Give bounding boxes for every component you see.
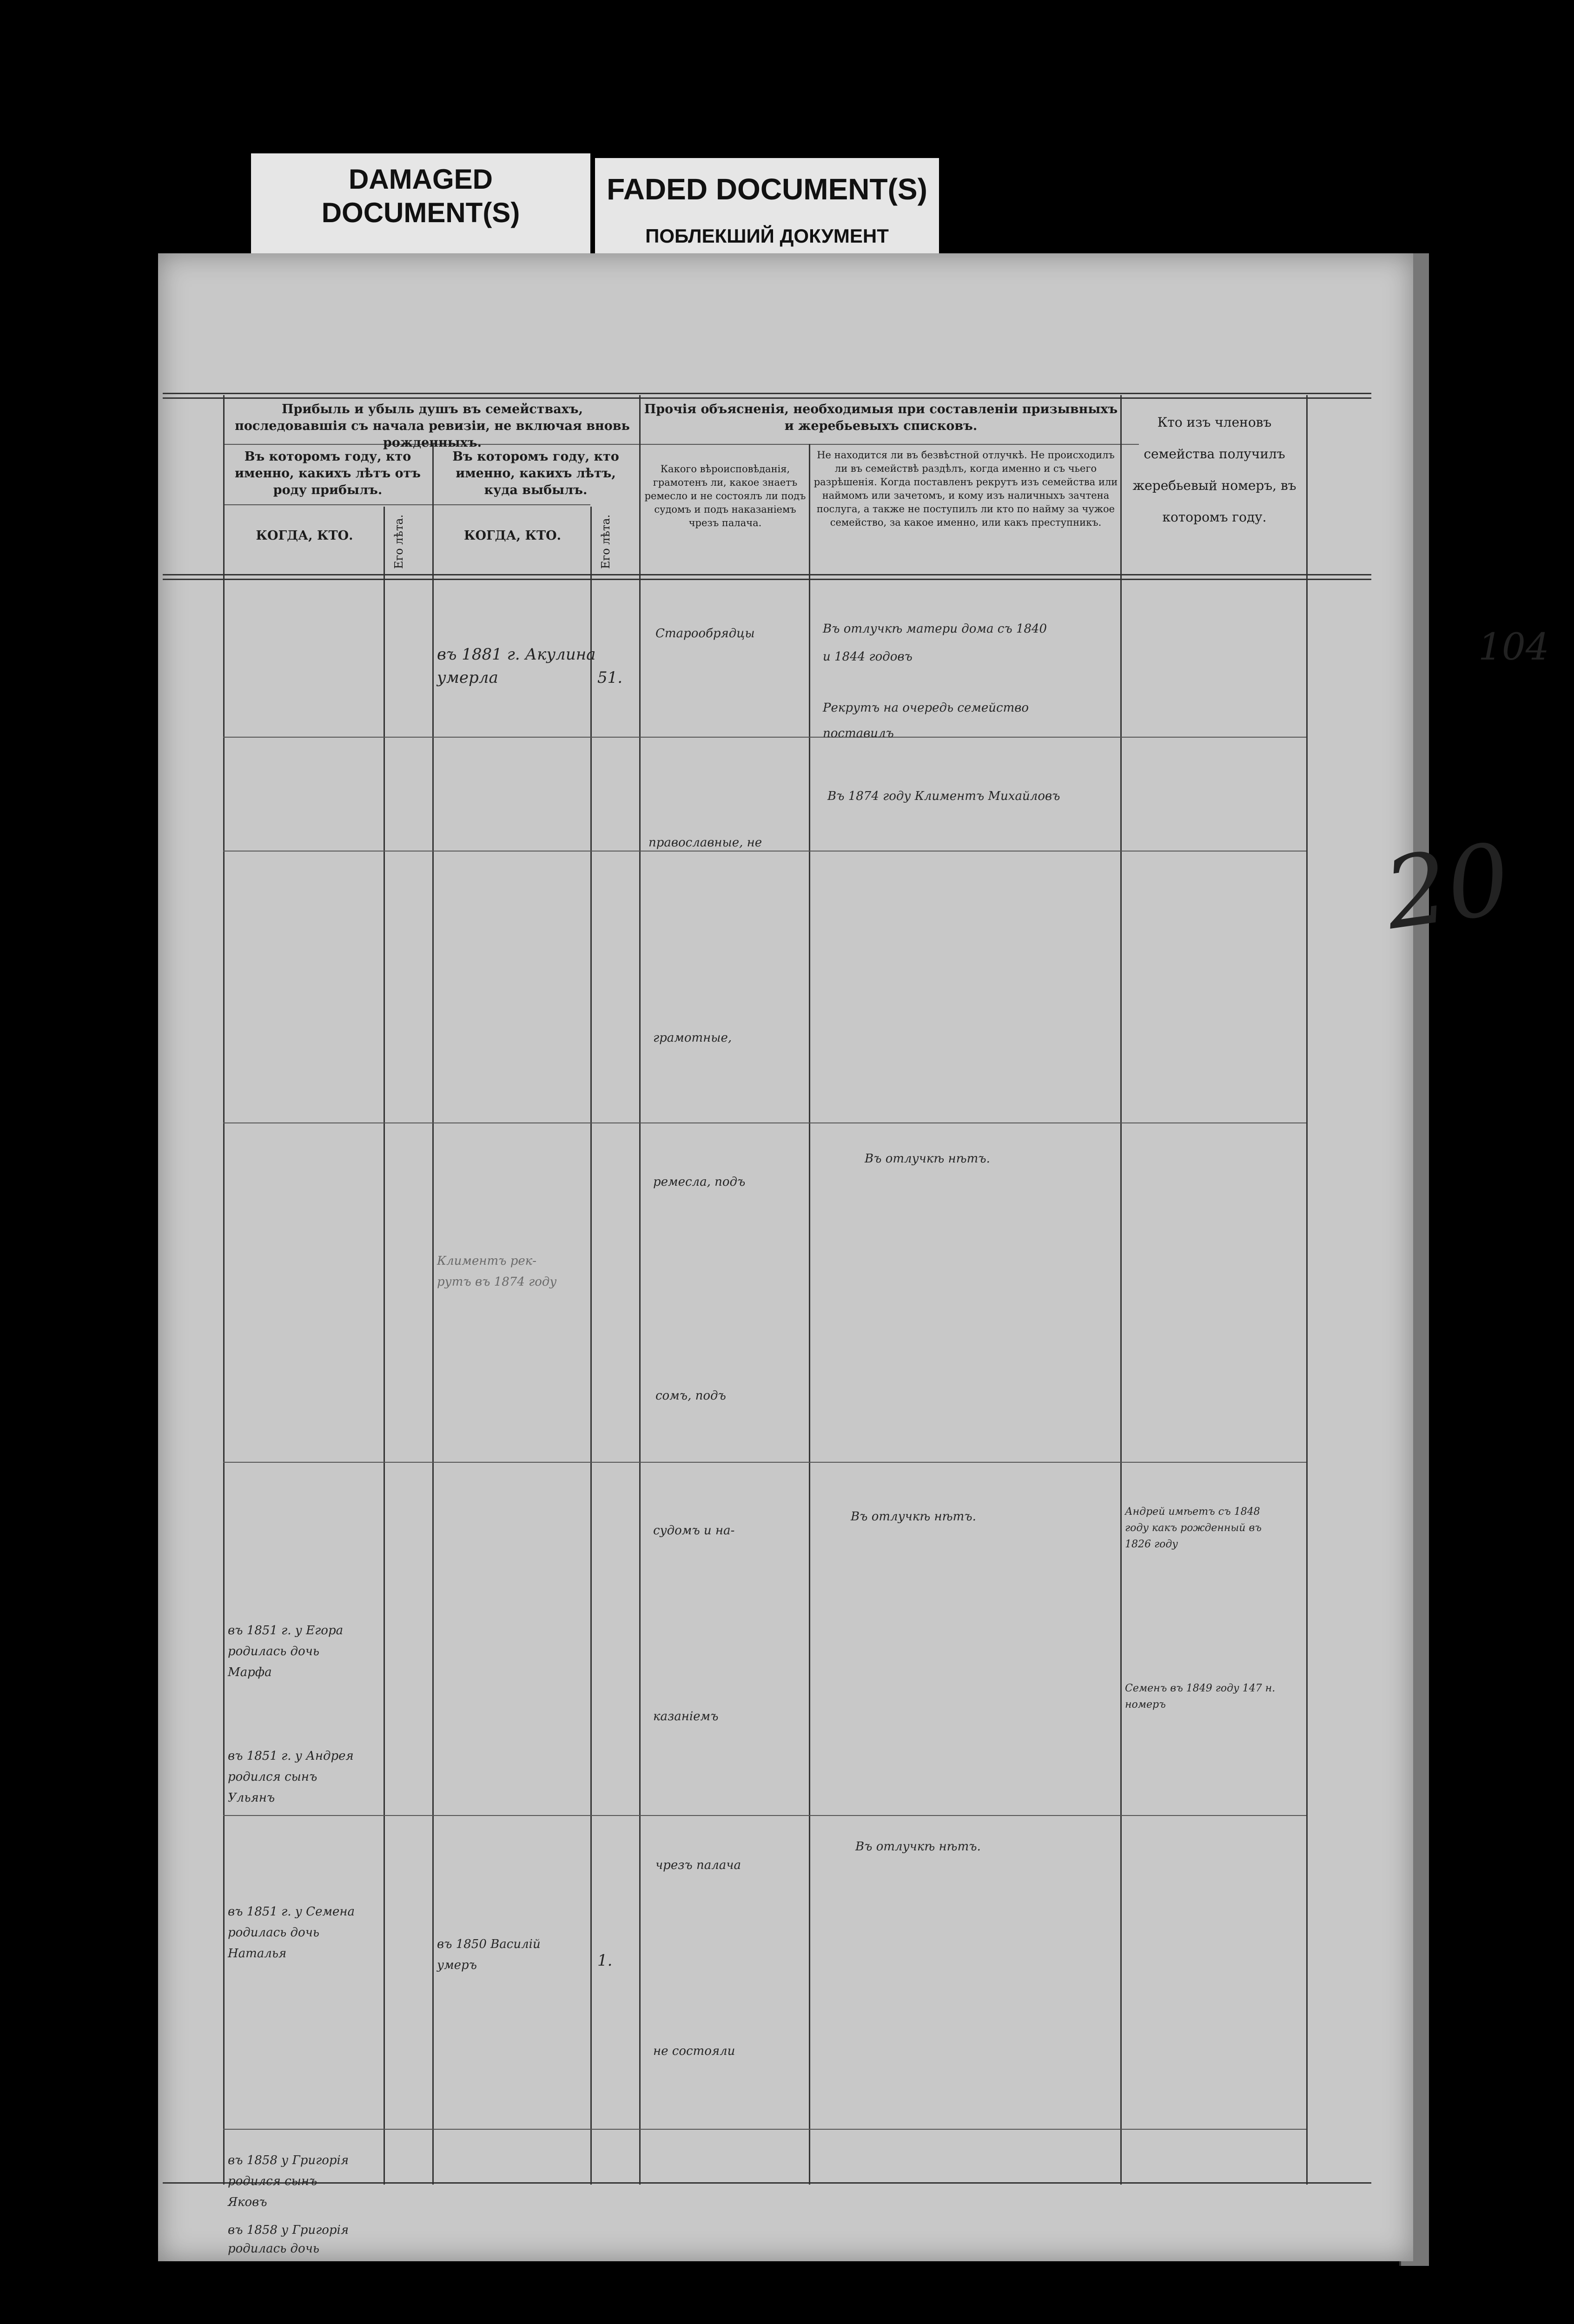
entry-arr-2b: родился сынъ [228, 1770, 317, 1784]
col-rule-4 [590, 507, 592, 2185]
entry-rel-2: православные, не [648, 836, 762, 850]
entry-arr-5b: родилась дочь [228, 2242, 320, 2256]
entry-rel-8: чрезъ палача [655, 1858, 741, 1872]
entry-left-3b: умеръ [437, 1958, 477, 1972]
table-bottom-rule [163, 2182, 1371, 2184]
entry-lot-1c: 1826 году [1125, 1538, 1178, 1550]
entry-lot-2b: номеръ [1125, 1699, 1166, 1710]
entry-arr-3: въ 1851 г. у Семена [228, 1905, 355, 1919]
entry-arr-4b: родился сынъ [228, 2174, 317, 2188]
entry-arr-1: въ 1851 г. у Егора [228, 1624, 344, 1637]
entry-rel-3: грамотные, [653, 1031, 732, 1045]
entry-abs-1b: и 1844 годовъ [823, 650, 913, 664]
entry-arr-3c: Наталья [228, 1947, 287, 1961]
entry-abs-2: Рекрутъ на очередь семейство [823, 701, 1029, 715]
faded-document-label [595, 158, 939, 256]
entry-left-2b: рутъ въ 1874 году [437, 1275, 557, 1289]
table-top-rule [163, 393, 1371, 394]
entry-rel-9: не состояли [653, 2044, 735, 2058]
col-rule-8 [1306, 395, 1308, 2185]
header-bottom-rule-2 [163, 579, 1371, 580]
entry-lot-1: Андрей имѣетъ съ 1848 [1125, 1506, 1260, 1518]
entry-rel-5: сомъ, подъ [655, 1389, 726, 1403]
col-rule-3 [432, 444, 434, 2185]
entry-lot-1b: году какъ рожденный въ [1125, 1522, 1262, 1534]
entry-arr-1c: Марфа [228, 1665, 272, 1679]
header-age-2: Его лѣта. [599, 514, 612, 569]
header-when-who-2: КОГДА, КТО. [463, 528, 562, 543]
damaged-label-text: DAMAGED DOCUMENT(S) [321, 164, 520, 228]
table-top-rule-2 [163, 397, 1371, 399]
damaged-document-label [251, 153, 590, 260]
entry-left-2: Климентъ рек- [437, 1254, 537, 1268]
entry-arr-2c: Ульянъ [228, 1791, 275, 1805]
entry-left-1: въ 1881 г. Акулина [437, 645, 596, 664]
entry-abs-1: Въ отлучкѣ матери дома съ 1840 [823, 622, 1047, 636]
entry-left-1b: умерла [437, 668, 498, 687]
header-departed: Въ которомъ году, кто именно, какихъ лѣтъ, куда выбылъ. [452, 449, 619, 497]
entry-arr-4c: Яковъ [228, 2195, 267, 2209]
header-lot-number: Кто изъ членовъ семейства получилъ жеребьевый номеръ, въ которомъ году. [1132, 415, 1296, 525]
header-bottom-rule [163, 574, 1371, 575]
row-rule-1 [223, 737, 1306, 738]
entry-rel-4: ремесла, подъ [653, 1175, 746, 1189]
faded-label-text-ru: ПОБЛЕКШИЙ ДОКУМЕНТ [645, 225, 889, 247]
col-rule-2 [384, 507, 385, 2185]
header-absence: Не находится ли въ безвѣстной отлучкѣ. Не происходилъ ли въ семействѣ раздѣлъ, когда именно и съ чьего разрѣшенія. Когда поставленъ рекрутъ изъ семейства или наймомъ или зачетомъ, и кому изъ наличныхъ зачтена послуга, а также не поступилъ ли кто по найму за чужое семейство, за какое именно, или какъ преступникъ. [813, 449, 1118, 528]
entry-rel-6: судомъ и на- [653, 1524, 735, 1538]
entry-abs-6: Въ отлучкѣ нѣтъ. [855, 1840, 981, 1854]
entry-rel-1: Старообрядцы [655, 627, 755, 640]
header-other-explanations: Прочія объясненія, необходимыя при составленіи призывныхъ и жеребьевыхъ списковъ. [644, 402, 1118, 433]
header-rule-group2 [642, 444, 1139, 445]
entry-left-1-age: 51. [597, 668, 623, 687]
entry-rel-7: казаніемъ [653, 1710, 719, 1723]
entry-left-3-age: 1. [597, 1951, 613, 1970]
entry-abs-3: Въ 1874 году Климентъ Михайловъ [827, 789, 1060, 803]
row-rule-2 [223, 851, 1306, 852]
entry-lot-2: Семенъ въ 1849 году 147 н. [1125, 1683, 1276, 1694]
header-religion: Какого вѣроисповѣданія, грамотенъ ли, какое знаетъ ремесло и не состоялъ ли подъ судомъ и подъ наказаніемъ чрезъ палача. [644, 463, 806, 528]
header-when-who-1: КОГДА, КТО. [256, 528, 353, 543]
entry-left-3: въ 1850 Василій [437, 1937, 541, 1951]
entry-abs-4: Въ отлучкѣ нѣтъ. [865, 1152, 990, 1166]
entry-arr-3b: родилась дочь [228, 1926, 320, 1940]
row-rule-3 [223, 1122, 1306, 1123]
header-arrivals-departures: Прибыль и убыль душъ въ семействахъ, последовавшія съ начала ревизіи, не включая вновь рожденныхъ. [235, 402, 630, 450]
header-arrived: Въ которомъ году, кто именно, какихъ лѣтъ отъ роду прибылъ. [234, 449, 421, 497]
handwritten-corner-mark: 20 [1378, 821, 1517, 952]
entry-abs-2b: поставилъ [823, 726, 894, 740]
row-rule-5 [223, 1815, 1306, 1816]
col-rule-5 [639, 395, 641, 2185]
header-rule-arrival [223, 504, 590, 505]
header-age-1: Его лѣта. [392, 514, 405, 569]
entry-arr-5: въ 1858 у Григорія [228, 2223, 349, 2237]
row-rule-6 [223, 2129, 1306, 2130]
entry-arr-1b: родилась дочь [228, 1644, 320, 1658]
row-rule-4 [223, 1462, 1306, 1463]
register-page [158, 253, 1549, 2261]
col-rule-6 [809, 444, 810, 2185]
folio-number: 104 [1478, 625, 1549, 668]
faded-label-text: FADED DOCUMENT(S) [607, 172, 927, 206]
entry-arr-4: въ 1858 у Григорія [228, 2153, 349, 2167]
col-rule-7 [1120, 395, 1122, 2185]
entry-abs-5: Въ отлучкѣ нѣтъ. [851, 1510, 976, 1524]
entry-arr-2: въ 1851 г. у Андрея [228, 1749, 354, 1763]
col-rule-1 [223, 395, 225, 2185]
